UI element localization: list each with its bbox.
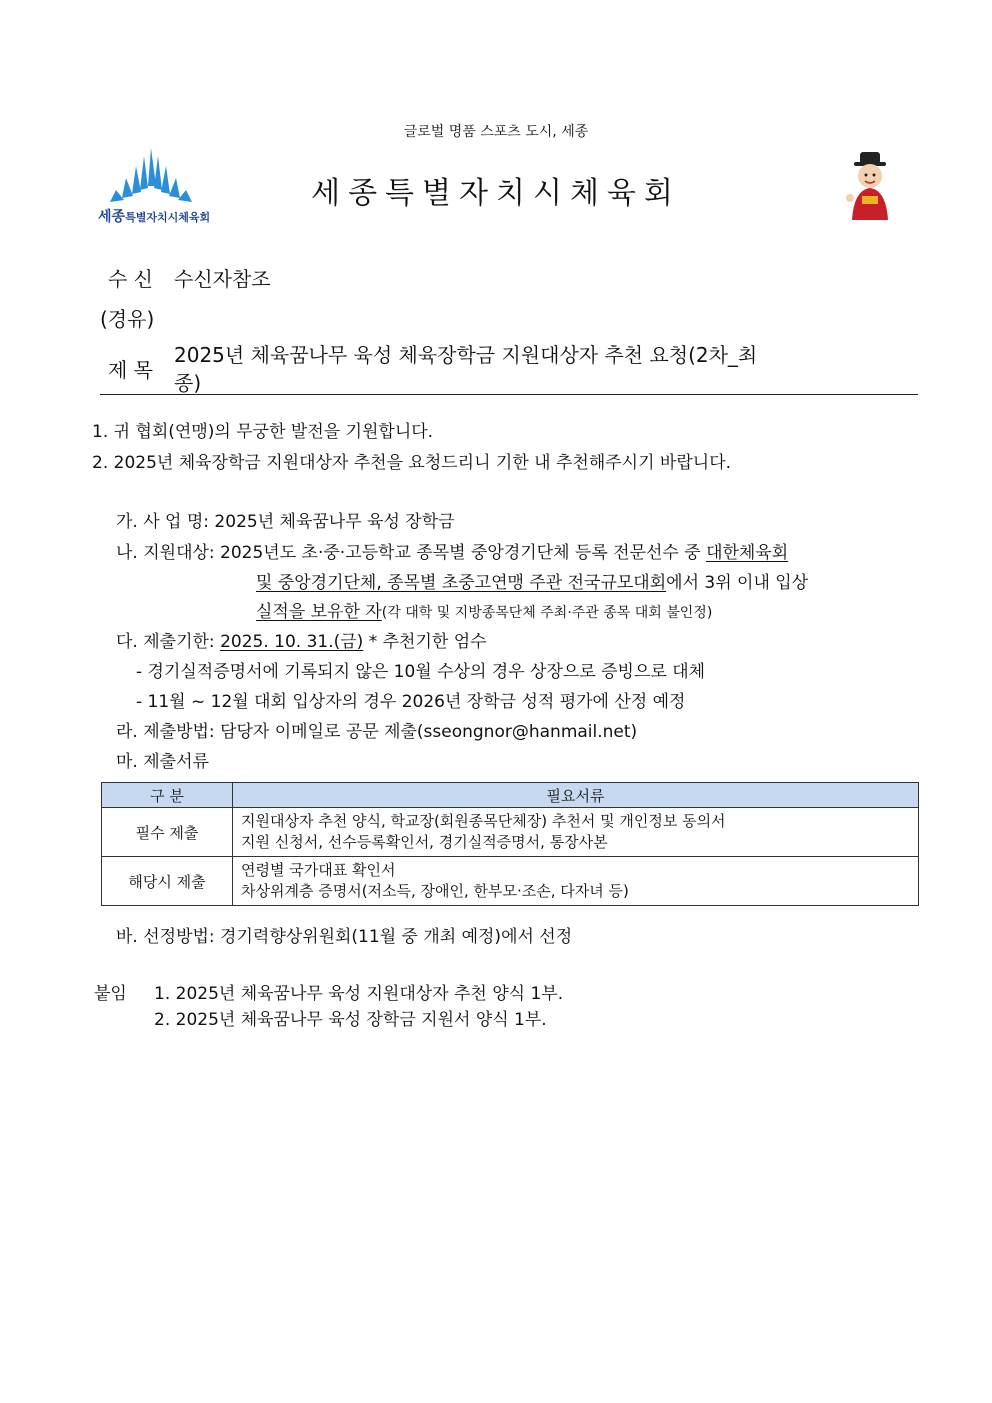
slogan: 글로벌 명품 스포츠 도시, 세종 xyxy=(403,124,589,140)
table-cell-category: 해당시 제출 xyxy=(102,857,233,906)
item-na-line-2: 및 중앙경기단체, 종목별 초중고연맹 주관 전국규모대회에서 3위 이내 입상 xyxy=(256,573,809,593)
table-header-row xyxy=(102,783,919,808)
item-na-line-1: 나. 지원대상: 2025년도 초·중·고등학교 종목별 중앙경기단체 등록 전문선수 중 대한체육회 xyxy=(116,543,789,563)
item-da: 다. 제출기한: 2025. 10. 31.(금) * 추천기한 엄수 xyxy=(116,632,487,652)
attachment-1: 1. 2025년 체육꿈나무 육성 지원대상자 추천 양식 1부. xyxy=(154,984,564,1004)
table-row xyxy=(102,857,919,906)
via-label: (경유) xyxy=(100,307,155,331)
paragraph-1: 1. 귀 협회(연맹)의 무궁한 발전을 기원합니다. xyxy=(92,422,434,442)
item-da-sub-2: - 11월 ~ 12월 대회 입상자의 경우 2026년 장학금 성적 평가에 산정 예정 xyxy=(136,692,686,712)
table-cell-docs: 연령별 국가대표 확인서 차상위계층 증명서(저소득, 장애인, 한부모·조손, 다자녀 등) xyxy=(233,857,919,906)
table-header-docs: 필요서류 xyxy=(233,783,919,808)
required-documents-table xyxy=(101,782,919,906)
item-ga: 가. 사 업 명: 2025년 체육꿈나무 육성 장학금 xyxy=(116,512,455,532)
table-header-category: 구 분 xyxy=(102,783,233,808)
logo-text: 세종특별자치시체육회 xyxy=(98,209,211,225)
table-cell-category: 필수 제출 xyxy=(102,808,233,857)
attachment-2: 2. 2025년 체육꿈나무 육성 장학금 지원서 양식 1부. xyxy=(154,1010,547,1030)
item-ra: 라. 제출방법: 담당자 이메일로 공문 제출(sseongnor@hanmail.net) xyxy=(116,722,638,742)
organization-title: 세종특별자치시체육회 xyxy=(311,176,681,211)
item-da-sub-1: - 경기실적증명서에 기록되지 않은 10월 수상의 경우 상장으로 증빙으로 대체 xyxy=(136,662,706,682)
table-cell-docs: 지원대상자 추천 양식, 학교장(회원종목단체장) 추천서 및 개인정보 동의서 지원 신청서, 선수등록확인서, 경기실적증명서, 통장사본 xyxy=(233,808,919,857)
mascot-image xyxy=(842,150,898,222)
recipient-label: 수 신 xyxy=(108,267,153,291)
subject-line-1: 2025년 체육꿈나무 육성 체육장학금 지원대상자 추천 요청(2차_최 xyxy=(174,343,758,367)
subject-label: 제 목 xyxy=(108,358,153,382)
recipient-value: 수신자참조 xyxy=(174,267,271,291)
table-row xyxy=(102,808,919,857)
attachments-label: 붙임 xyxy=(94,984,127,1004)
item-na-line-3: 실적을 보유한 자(각 대학 및 지방종목단체 주최·주관 종목 대회 불인정) xyxy=(256,602,713,622)
paragraph-2: 2. 2025년 체육장학금 지원대상자 추천을 요청드리니 기한 내 추천해주시기 바랍니다. xyxy=(92,453,732,473)
item-ma: 마. 제출서류 xyxy=(116,752,209,772)
header-divider xyxy=(100,394,918,395)
subject-line-2: 종) xyxy=(174,371,202,395)
item-ba: 바. 선정방법: 경기력향상위원회(11월 중 개최 예정)에서 선정 xyxy=(116,927,573,947)
